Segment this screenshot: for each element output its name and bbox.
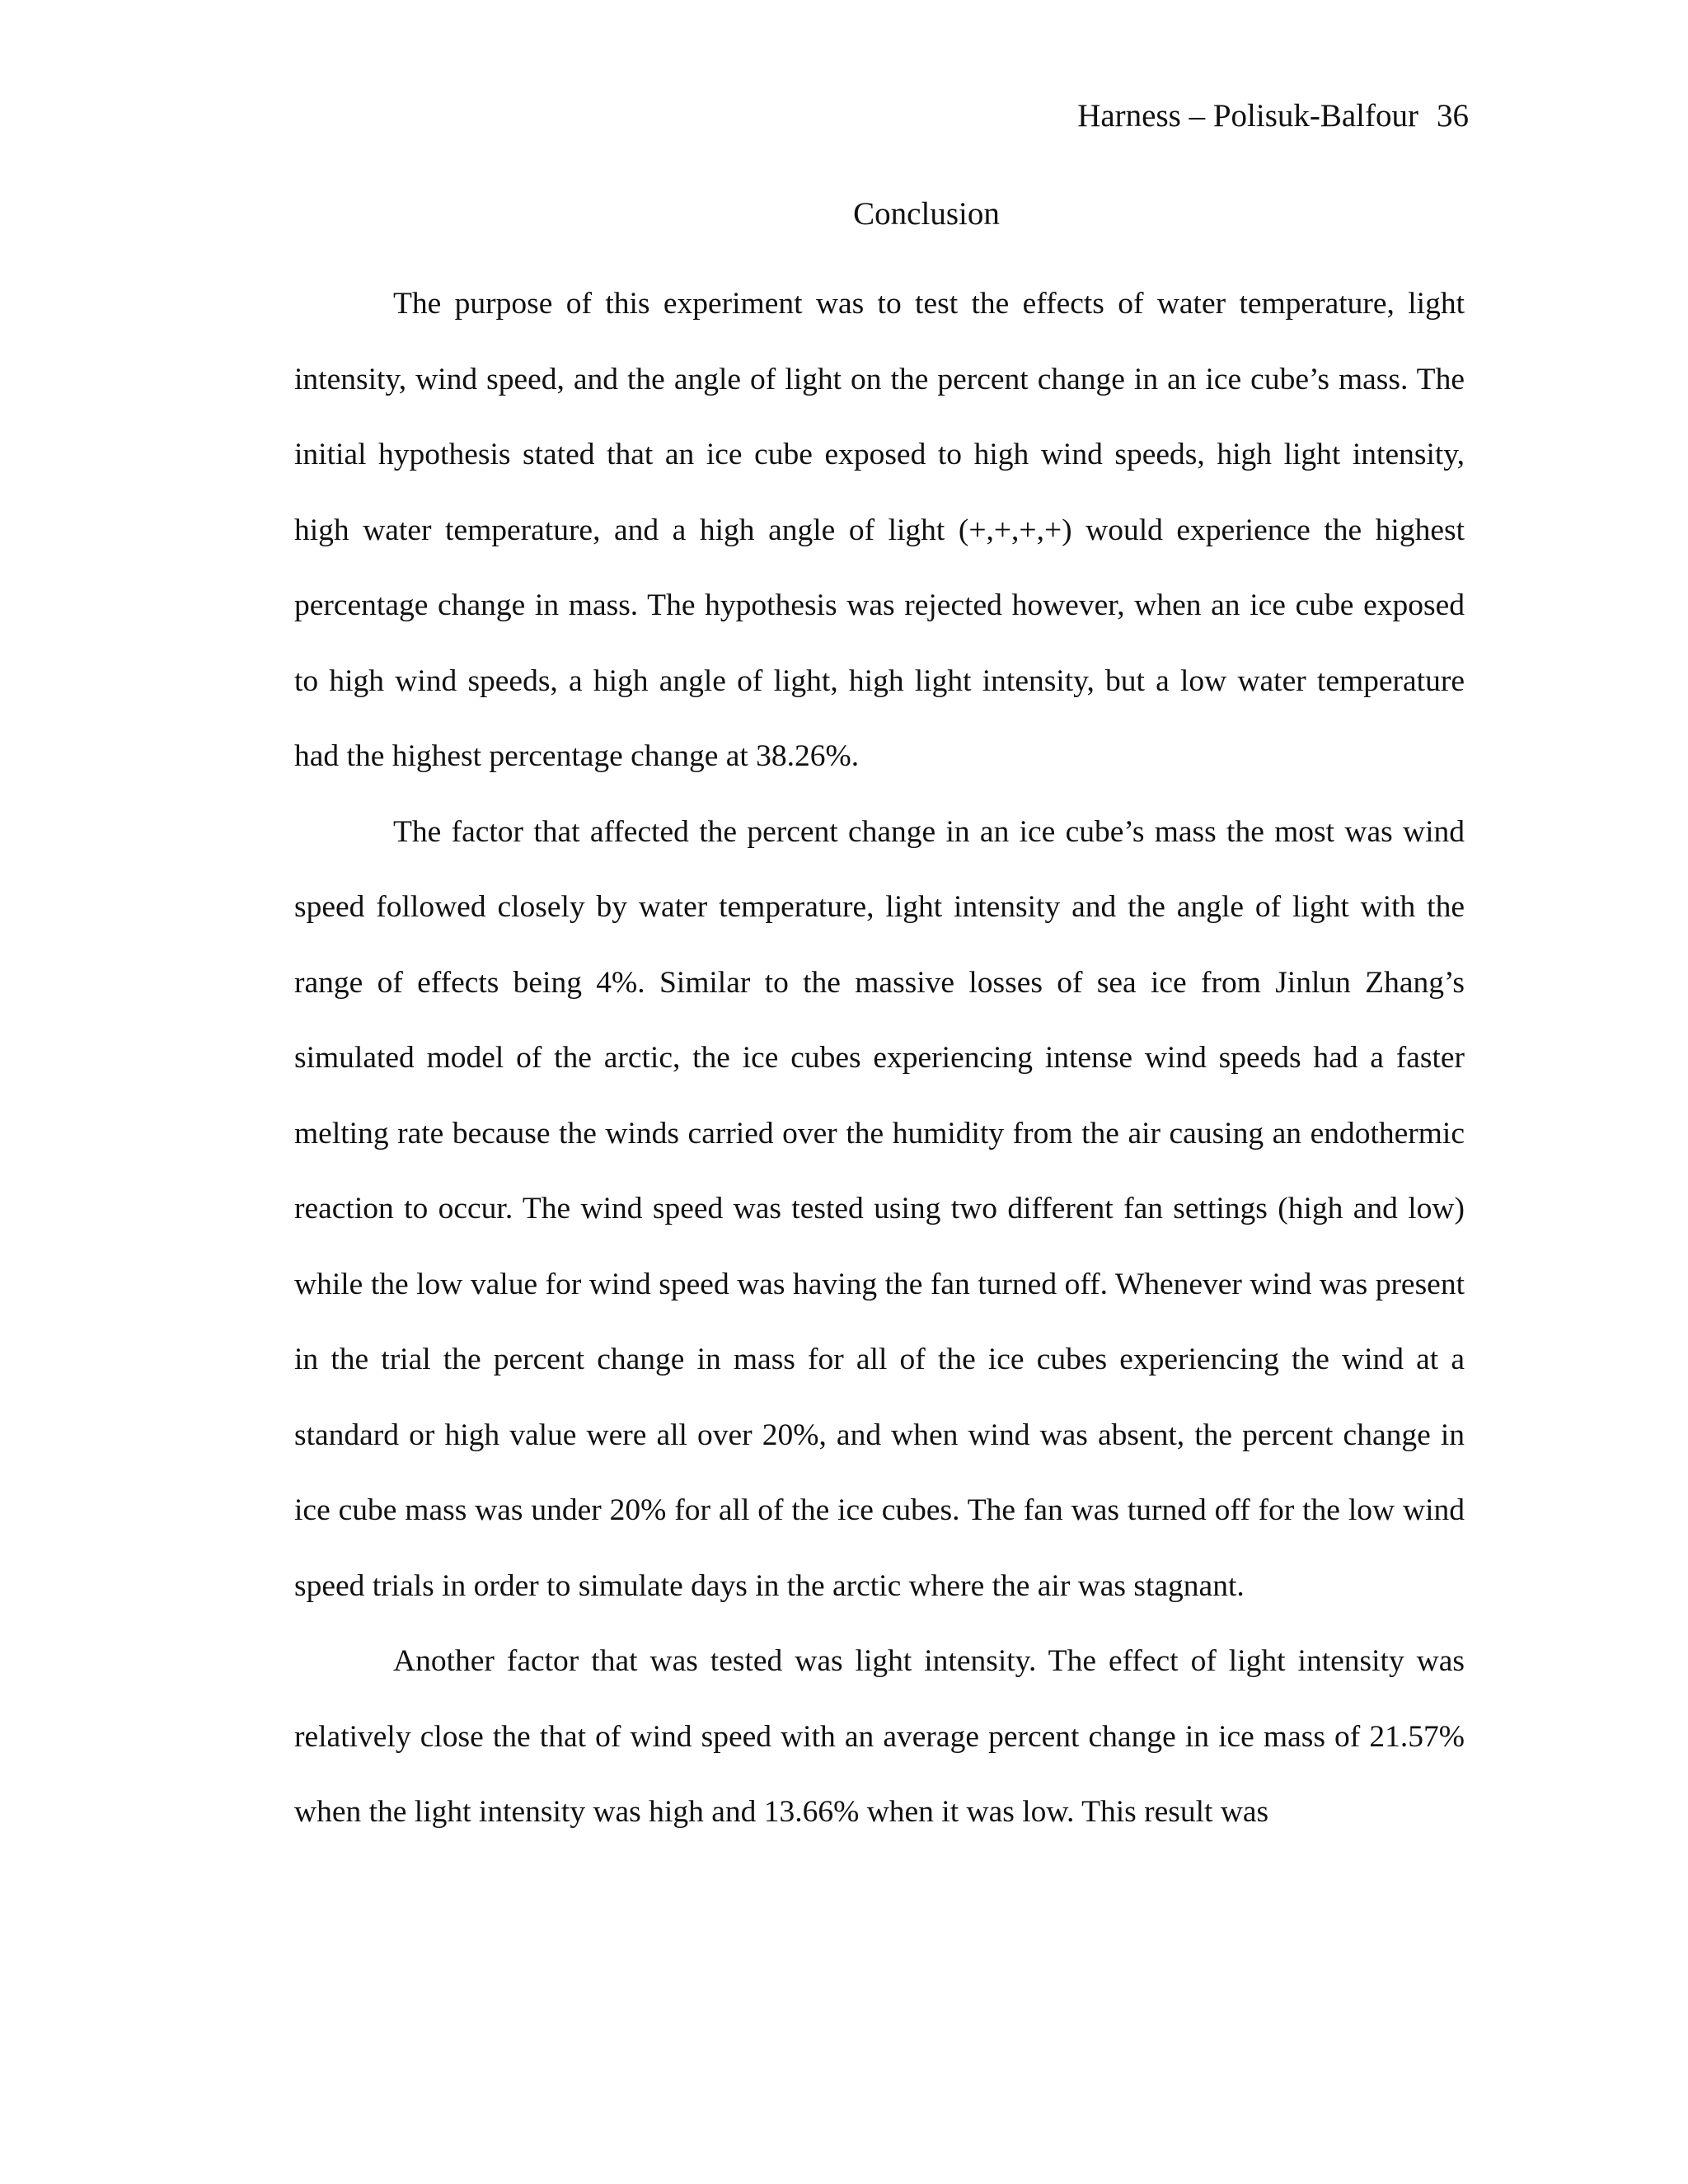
body-text (294, 266, 1465, 1850)
paragraph-wind-speed: The factor that affected the percent change in an ice cube’s mass the most was wind speed followed closely by water temperature, light intensity and the angle of light with the range of effects being 4%. Similar to the massive losses of sea ice from Jinlun Zhang’s simulated model of the arctic, the ice cubes experiencing intense wind speeds had a faster melting rate because the winds carried over the humidity from the air causing an endothermic reaction to occur. The wind speed was tested using two different fan settings (high and low) while the low value for wind speed was having the fan turned off. Whenever wind was present in the trial the percent change in mass for all of the ice cubes experiencing the wind at a standard or high value were all over 20%, and when wind was absent, the percent change in ice cube mass was under 20% for all of the ice cubes. The fan was turned off for the low wind speed trials in order to simulate days in the arctic where the air was stagnant. (294, 814, 1465, 1603)
page-number: 36 (1437, 98, 1469, 134)
paragraph-purpose: The purpose of this experiment was to test the effects of water temperature, light intensity, wind speed, and the angle of light on the percent change in an ice cube’s mass. The initial hypothesis stated that an ice cube exposed to high wind speeds, high light intensity, high water temperature, and a high angle of light (+,+,+,+) would experience the highest percentage change in mass. The hypothesis was rejected however, when an ice cube exposed to high wind speeds, a high angle of light, high light intensity, but a low water temperature had the highest percentage change at 38.26%. (294, 287, 1465, 773)
running-head (1077, 93, 1469, 139)
running-head-authors: Harness – Polisuk-Balfour (1077, 98, 1418, 134)
paragraph-light-intensity: Another factor that was tested was light intensity. The effect of light intensity was relatively close the that of wind speed with an average percent change in ice mass of 21.57% when the light intensity was high and 13.66% when it was low. This result was (294, 1644, 1465, 1829)
section-title: Conclusion (853, 196, 1000, 232)
